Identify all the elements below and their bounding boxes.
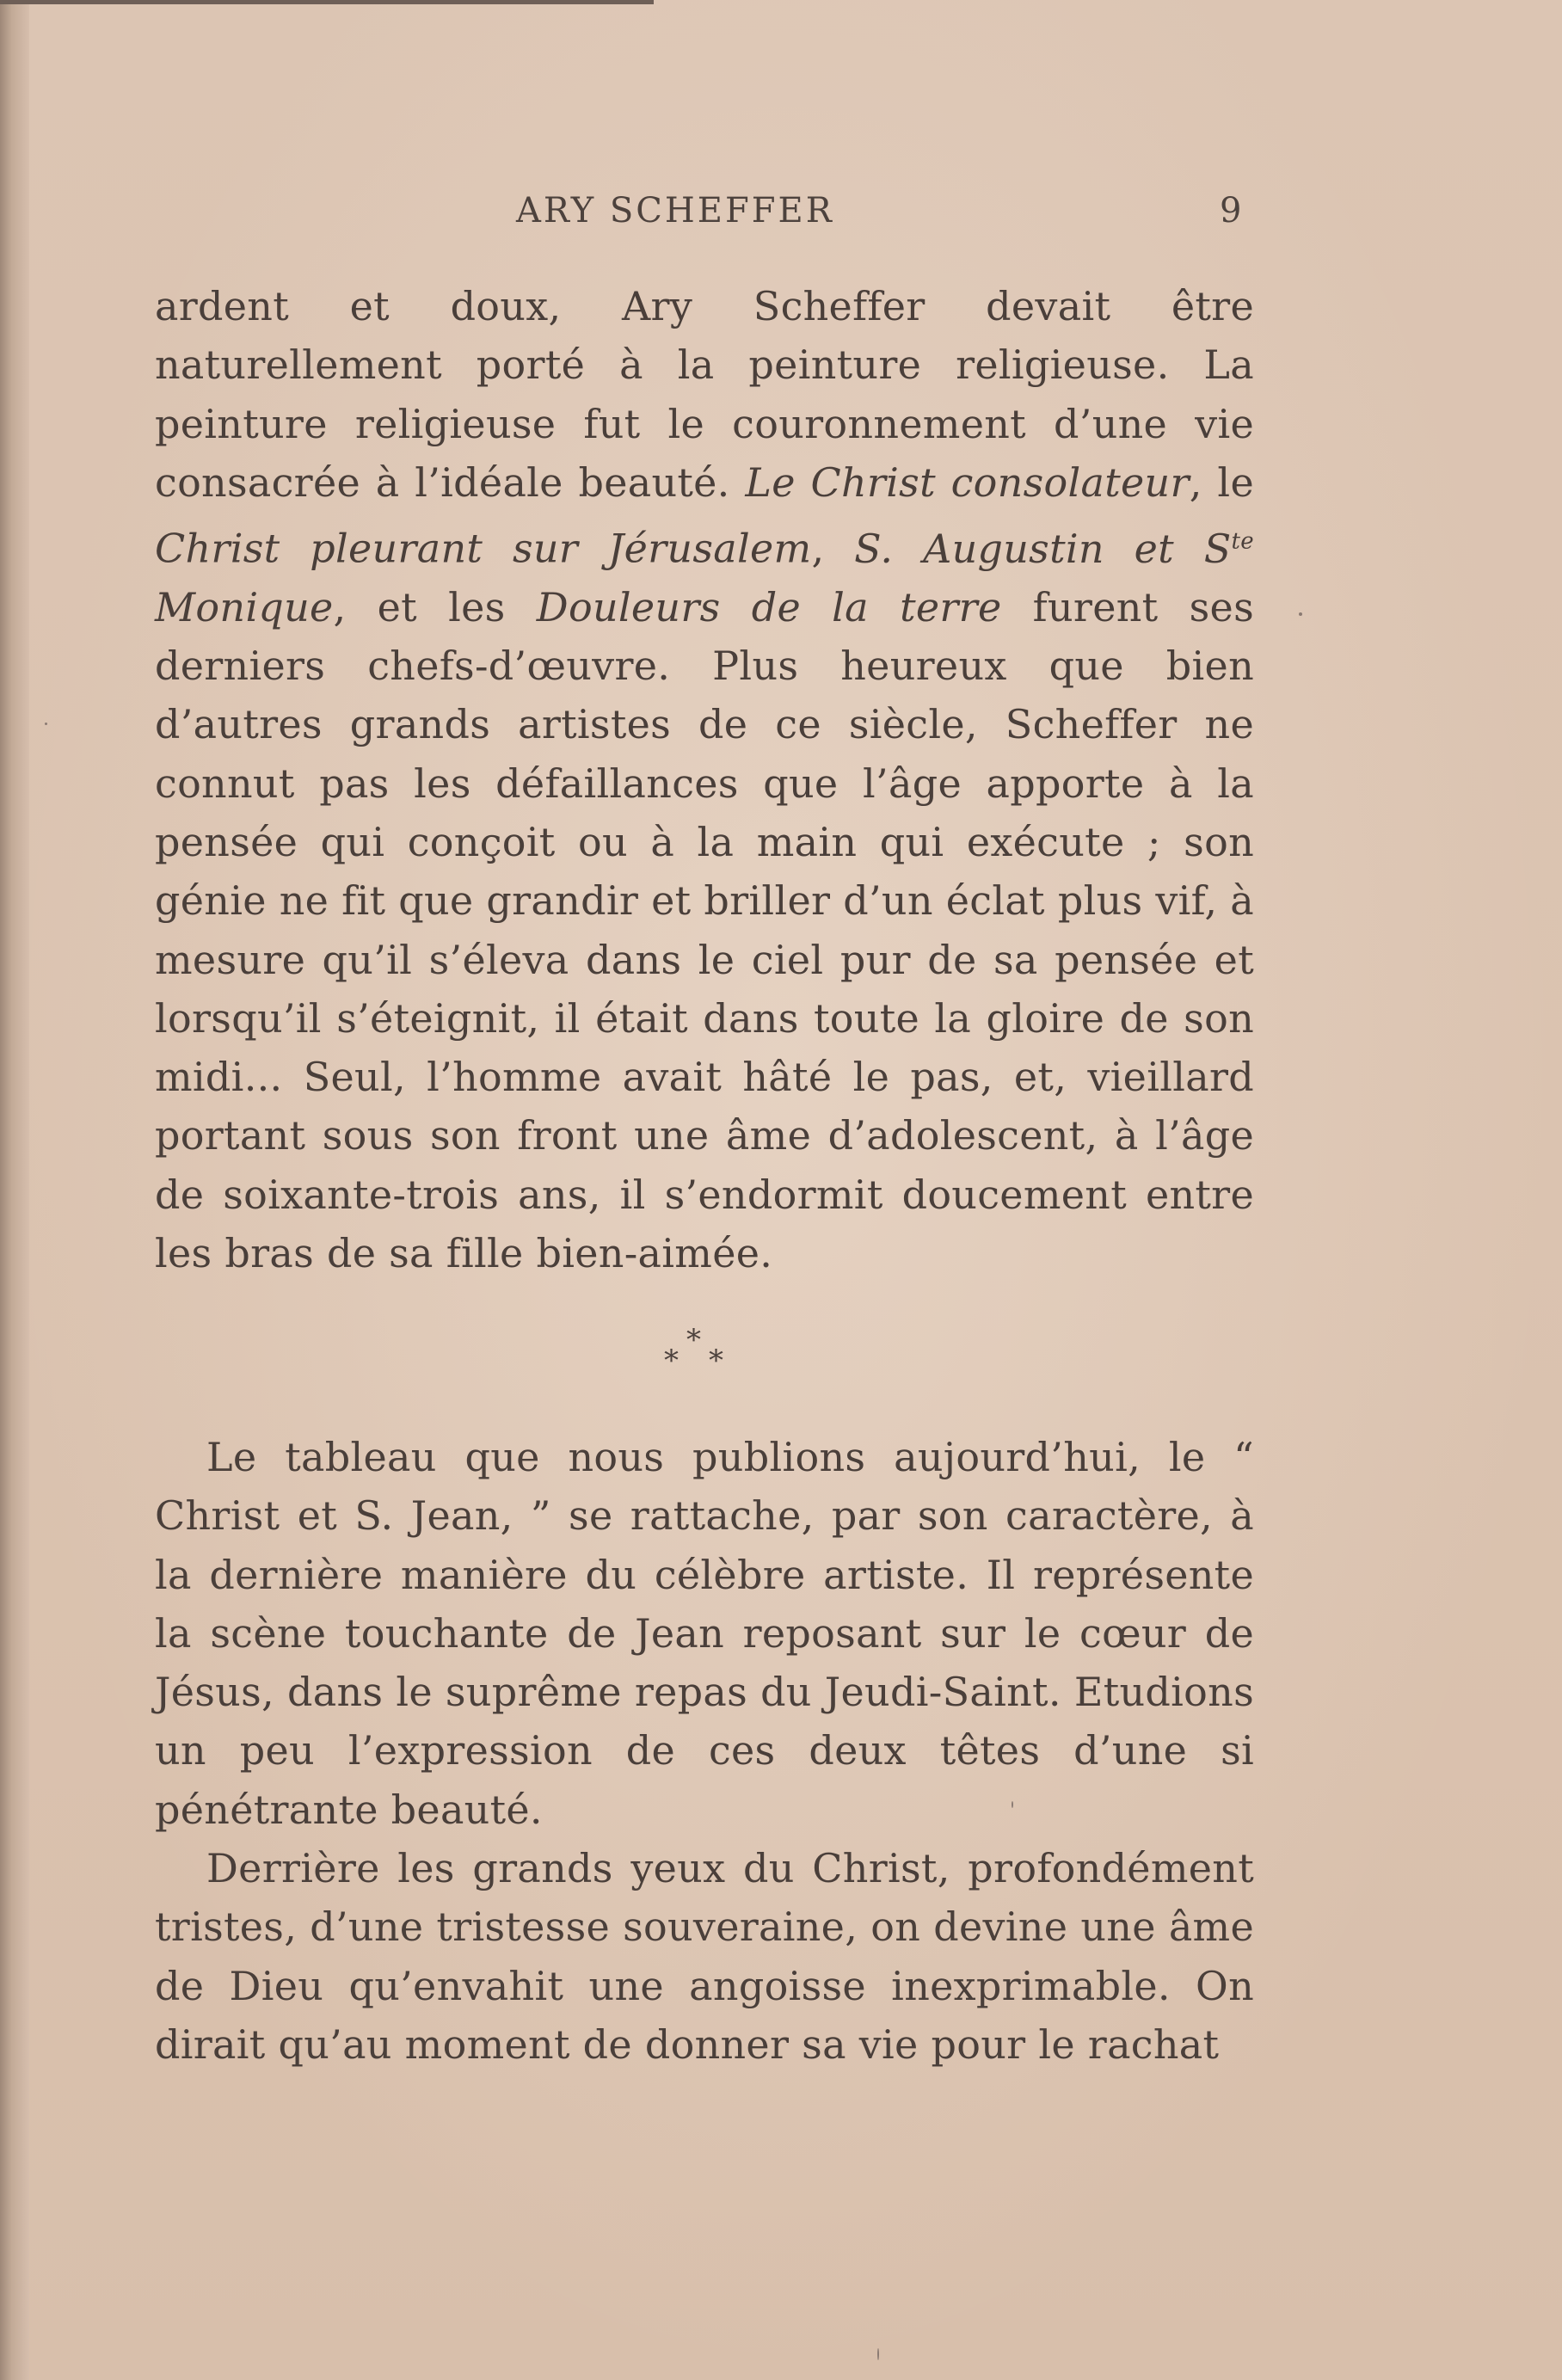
paragraph-1-part2: , le [1189, 458, 1254, 506]
title-douleurs-de-la-terre: Douleurs de la terre [536, 583, 1002, 630]
paper-speck [1012, 1801, 1013, 1808]
title-augustin-sup: te [1231, 528, 1254, 555]
top-edge-line [0, 0, 654, 4]
title-christ-consolateur: Le Christ consolateur [745, 458, 1190, 506]
paper-speck [877, 2348, 879, 2360]
paragraph-2: Le tableau que nous publions aujourd’hui, le “ Christ et S. Jean, ” se rattache, par son caractère, à la dernière manière du célèbre artiste. Il représente la scène touchante de Jean reposant sur le cœur de Jésus, dans le suprême repas du Jeudi-Saint. Etudions un peu l’expression de ces deux têtes d’une si pénétrante beauté. [155, 1434, 1254, 1833]
paragraph-1-part3: , [811, 525, 855, 572]
asterism-star-left: * [664, 1344, 679, 1378]
title-christ-pleurant: Christ pleurant sur Jérusalem [155, 525, 812, 572]
asterism-star-top: * [686, 1323, 701, 1357]
title-augustin-b: Monique [155, 583, 334, 630]
asterism-separator [652, 1323, 738, 1383]
paragraph-3: Derrière les grands yeux du Christ, profondément tristes, d’une tristesse souveraine, on devine une âme de Dieu qu’envahit une angoisse inexprimable. On dirait qu’au moment de donner sa vie pour le rachat [155, 1845, 1254, 2068]
paragraph-1-part1: ardent et doux, Ary Scheffer devait être naturellement porté à la peinture religieuse. La peinture religieuse fut le couronnement d’une vie consacrée à l’idéale beauté. [155, 283, 1254, 506]
running-head [0, 191, 1562, 243]
paper-speck [45, 723, 47, 725]
page-binding-edge [0, 0, 29, 2380]
body-text-bottom [155, 1428, 1254, 2074]
body-text-top [155, 277, 1254, 1282]
running-head-title: ARY SCHEFFER [516, 191, 834, 231]
paragraph-1-part5: furent ses derniers chefs-d’œuvre. Plus heureux que bien d’autres grands artistes de ce siècle, Scheffer ne connut pas les défaillances que l’âge apporte à la pensée qui conçoit ou à la main qui exécute ; son génie ne fit que grandir et briller d’un éclat plus vif, à mesure qu’il s’éleva dans le ciel pur de sa pensée et lorsqu’il s’éteignit, il était dans toute la gloire de son midi... Seul, l’homme avait hâté le pas, et, vieillard portant sous son front une âme d’adolescent, à l’âge de soixante-trois ans, il s’endormit doucement entre les bras de sa fille bien-aimée. [155, 583, 1254, 1277]
paragraph-1 [155, 277, 1254, 1282]
page-number: 9 [1220, 191, 1242, 231]
title-augustin-a: S. Augustin et S [854, 525, 1232, 572]
paragraph-1-part4: , et les [333, 583, 537, 630]
paper-speck [1299, 612, 1302, 616]
asterism-star-right: * [709, 1344, 723, 1378]
